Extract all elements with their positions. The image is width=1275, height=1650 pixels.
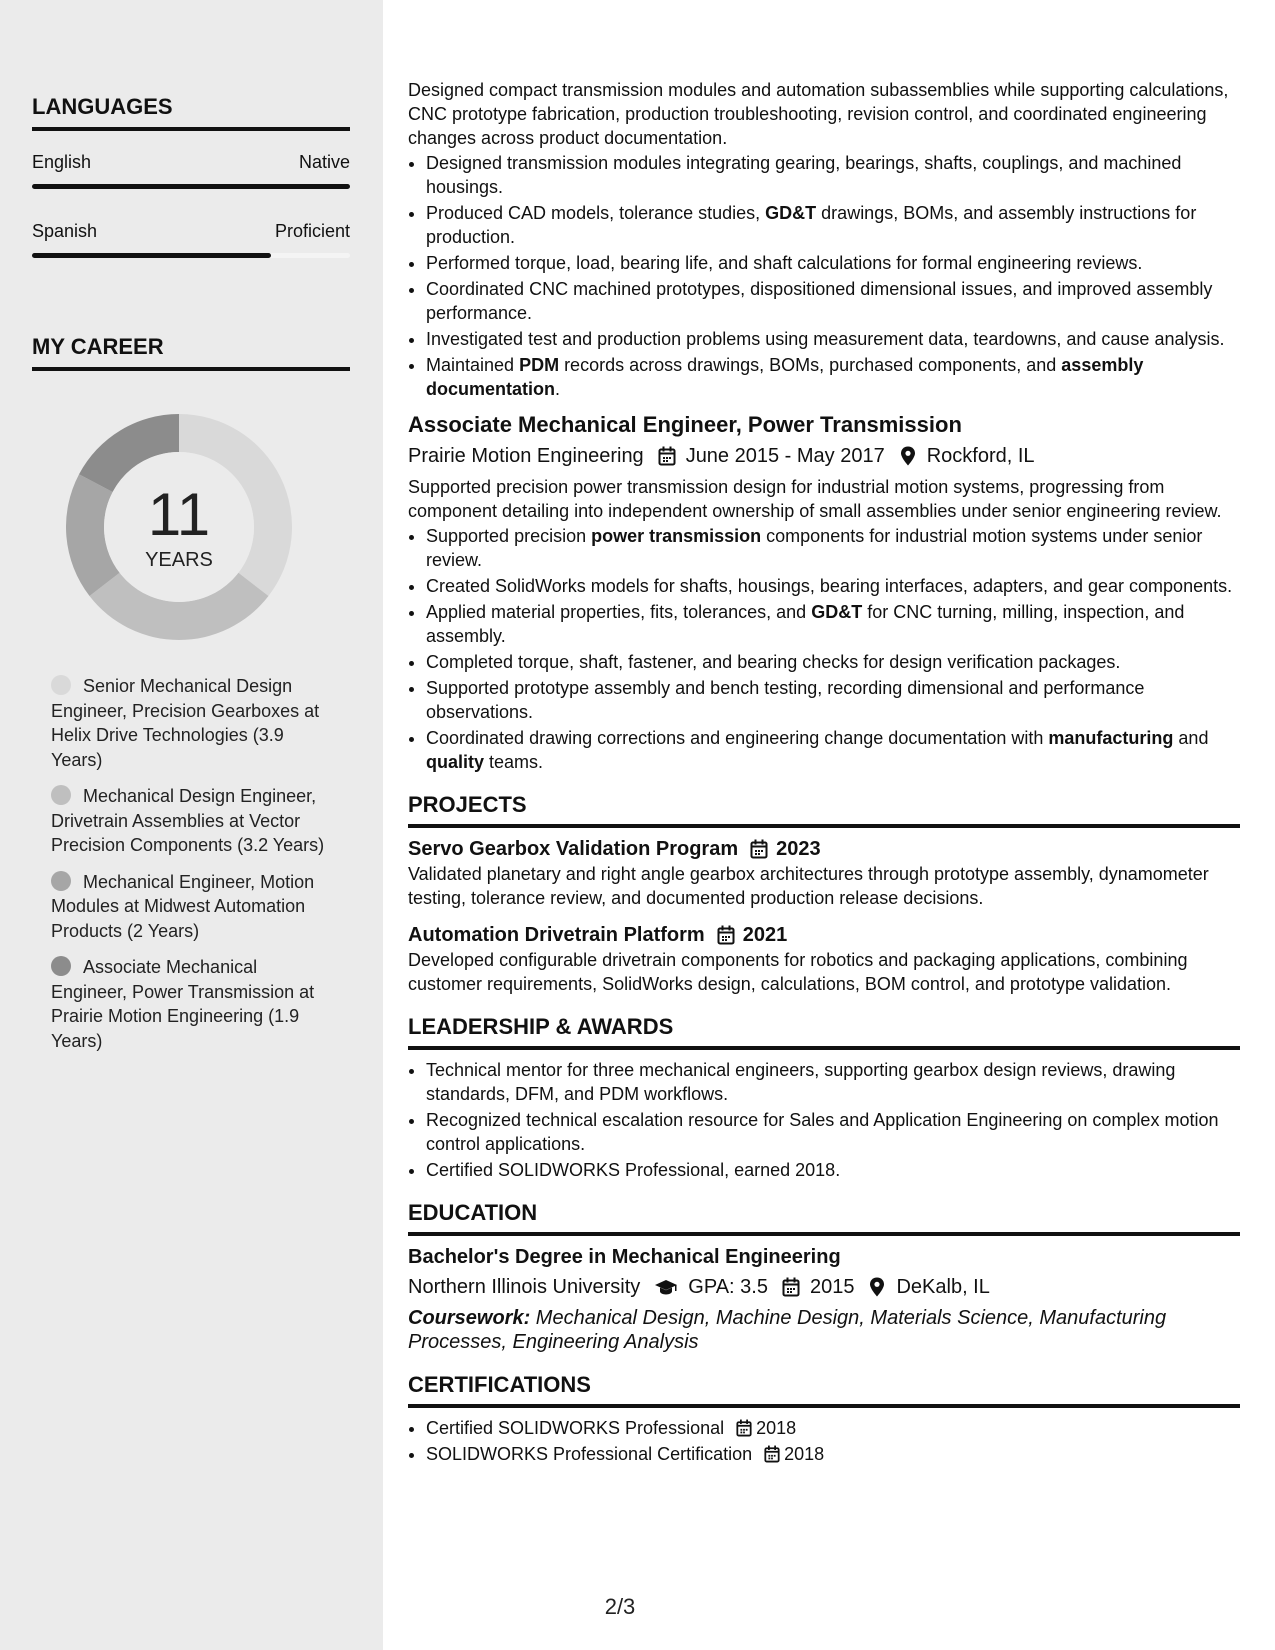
career-legend-text: Senior Mechanical Design Engineer, Precision Gearboxes at Helix Drive Technologies (3.9 Years) (51, 676, 320, 770)
map-pin-icon (868, 1277, 886, 1297)
calendar-icon (782, 1277, 800, 1297)
career-heading: MY CAREER (32, 334, 350, 371)
prev-job-bullets (408, 151, 1240, 401)
career-legend-item (51, 955, 331, 1053)
calendar-icon (658, 446, 676, 466)
graduation-year: 2015 (809, 1276, 855, 1298)
bullet-item: • Recognized technical escalation resource for Sales and Application Engineering on complex motion control applications. (426, 1108, 1240, 1156)
gpa: GPA: 3.5 (688, 1276, 768, 1298)
main-content (408, 78, 1240, 1468)
bullet-item: • Certified SOLIDWORKS Professional, earned 2018. (426, 1158, 1240, 1182)
certification-item (426, 1416, 1240, 1440)
job-title: Associate Mechanical Engineer, Power Transmission (408, 412, 962, 437)
language-name: English (32, 152, 92, 172)
map-pin-icon (899, 446, 917, 466)
calendar-icon (764, 1445, 780, 1463)
certifications-heading: CERTIFICATIONS (408, 1372, 1240, 1408)
certification-name: • SOLIDWORKS Professional Certification (426, 1444, 753, 1464)
career-legend-item (51, 674, 331, 772)
bullet-item: • Designed transmission modules integrating gearing, bearings, shafts, couplings, and machined housings. (426, 151, 1240, 199)
education-heading: EDUCATION (408, 1200, 1240, 1236)
job-bullets (408, 524, 1240, 774)
job-summary: Supported precision power transmission design for industrial motion systems, progressing from component detailing into independent ownership of small assemblies under senior engineering review. (408, 477, 1222, 521)
bullet-item: • Investigated test and production problems using measurement data, teardowns, and cause analysis. (426, 327, 1240, 351)
page-number: 2/3 (604, 1594, 636, 1619)
language-bar-fill (32, 253, 271, 258)
bullet-item: • Applied material properties, fits, tolerances, and GD&T for CNC turning, milling, inspection, and assembly. (426, 600, 1240, 648)
coursework-label: Coursework: (408, 1307, 531, 1329)
legend-dot (51, 956, 71, 976)
bullet-item: • Supported prototype assembly and bench testing, recording dimensional and performance observations. (426, 676, 1240, 724)
language-bar-spanish (32, 253, 350, 258)
career-total (111, 481, 247, 572)
bullet-item: • Completed torque, shaft, fastener, and bearing checks for design verification packages. (426, 650, 1240, 674)
certification-year: 2018 (784, 1444, 825, 1464)
language-name: Spanish (32, 221, 98, 241)
project-description: Validated planetary and right angle gearbox architectures through prototype assembly, dynamometer testing, tolerance review, and documented production release decisions. (408, 864, 1209, 908)
coursework-text: Mechanical Design, Machine Design, Materials Science, Manufacturing Processes, Engineering Analysis (408, 1307, 1167, 1353)
job-meta (408, 441, 1240, 471)
language-bar-english (32, 184, 350, 189)
project-year: 2023 (776, 838, 821, 860)
certification-name: • Certified SOLIDWORKS Professional (426, 1418, 725, 1438)
leadership-list (408, 1058, 1240, 1182)
career-total-unit: YEARS (145, 549, 213, 571)
career-total-number: 11 (147, 481, 211, 548)
job-location: Rockford, IL (926, 445, 1035, 467)
coursework (408, 1306, 1240, 1354)
language-level: Proficient (274, 221, 350, 241)
project-title-row (408, 922, 1240, 948)
bullet-item: • Coordinated drawing corrections and engineering change documentation with manufacturing and quality teams. (426, 726, 1240, 774)
certification-item (426, 1442, 1240, 1466)
bullet-item: • Supported precision power transmission components for industrial motion systems under senior review. (426, 524, 1240, 572)
project-description: Developed configurable drivetrain components for robotics and packaging applications, combining customer requirements, SolidWorks design, calculations, BOM control, and prototype validation. (408, 950, 1188, 994)
career-legend-item (51, 784, 331, 858)
calendar-icon (750, 839, 768, 859)
projects-heading: PROJECTS (408, 792, 1240, 828)
education-meta (408, 1272, 1240, 1302)
career-legend (51, 674, 331, 1065)
bullet-item: • Produced CAD models, tolerance studies, GD&T drawings, BOMs, and assembly instructions for production. (426, 201, 1240, 249)
legend-dot (51, 785, 71, 805)
legend-dot (51, 871, 71, 891)
project-title: Servo Gearbox Validation Program (408, 838, 739, 860)
project-title: Automation Drivetrain Platform (408, 924, 705, 946)
leadership-heading: LEADERSHIP & AWARDS (408, 1014, 1240, 1050)
sidebar (0, 0, 383, 1650)
bullet-item: • Maintained PDM records across drawings, BOMs, purchased components, and assembly documentation. (426, 353, 1240, 401)
legend-dot (51, 675, 71, 695)
career-legend-item (51, 870, 331, 944)
languages-heading: LANGUAGES (32, 94, 350, 131)
degree-title: Bachelor's Degree in Mechanical Engineering (408, 1246, 841, 1268)
project-title-row (408, 836, 1240, 862)
language-bar-fill (32, 184, 350, 189)
language-row-english (32, 152, 350, 173)
bullet-item: • Performed torque, load, bearing life, and shaft calculations for formal engineering reviews. (426, 251, 1240, 275)
calendar-icon (736, 1419, 752, 1437)
graduation-cap-icon (654, 1277, 678, 1297)
bullet-item: • Technical mentor for three mechanical engineers, supporting gearbox design reviews, drawing standards, DFM, and PDM workflows. (426, 1058, 1240, 1106)
school-name: Northern Illinois University (408, 1276, 641, 1298)
language-level: Native (298, 152, 350, 172)
language-row-spanish (32, 221, 350, 242)
certifications-list (408, 1416, 1240, 1466)
prev-job-summary: Designed compact transmission modules and automation subassemblies while supporting calculations, CNC prototype fabrication, production troubleshooting, revision control, and coordinated engineering changes across product documentation. (408, 80, 1229, 148)
job-company: Prairie Motion Engineering (408, 445, 644, 467)
calendar-icon (717, 925, 735, 945)
career-legend-text: Mechanical Design Engineer, Drivetrain Assemblies at Vector Precision Components (3.2 Years) (51, 786, 325, 855)
school-location: DeKalb, IL (896, 1276, 990, 1298)
job-dates: June 2015 - May 2017 (685, 445, 885, 467)
bullet-item: • Created SolidWorks models for shafts, housings, bearing interfaces, adapters, and gear components. (426, 574, 1240, 598)
project-year: 2021 (742, 924, 788, 946)
career-legend-text: Associate Mechanical Engineer, Power Transmission at Prairie Motion Engineering (1.9 Years) (51, 957, 315, 1051)
bullet-item: • Coordinated CNC machined prototypes, dispositioned dimensional issues, and improved assembly performance. (426, 277, 1240, 325)
certification-year: 2018 (756, 1418, 797, 1438)
career-legend-text: Mechanical Engineer, Motion Modules at Midwest Automation Products (2 Years) (51, 871, 315, 941)
